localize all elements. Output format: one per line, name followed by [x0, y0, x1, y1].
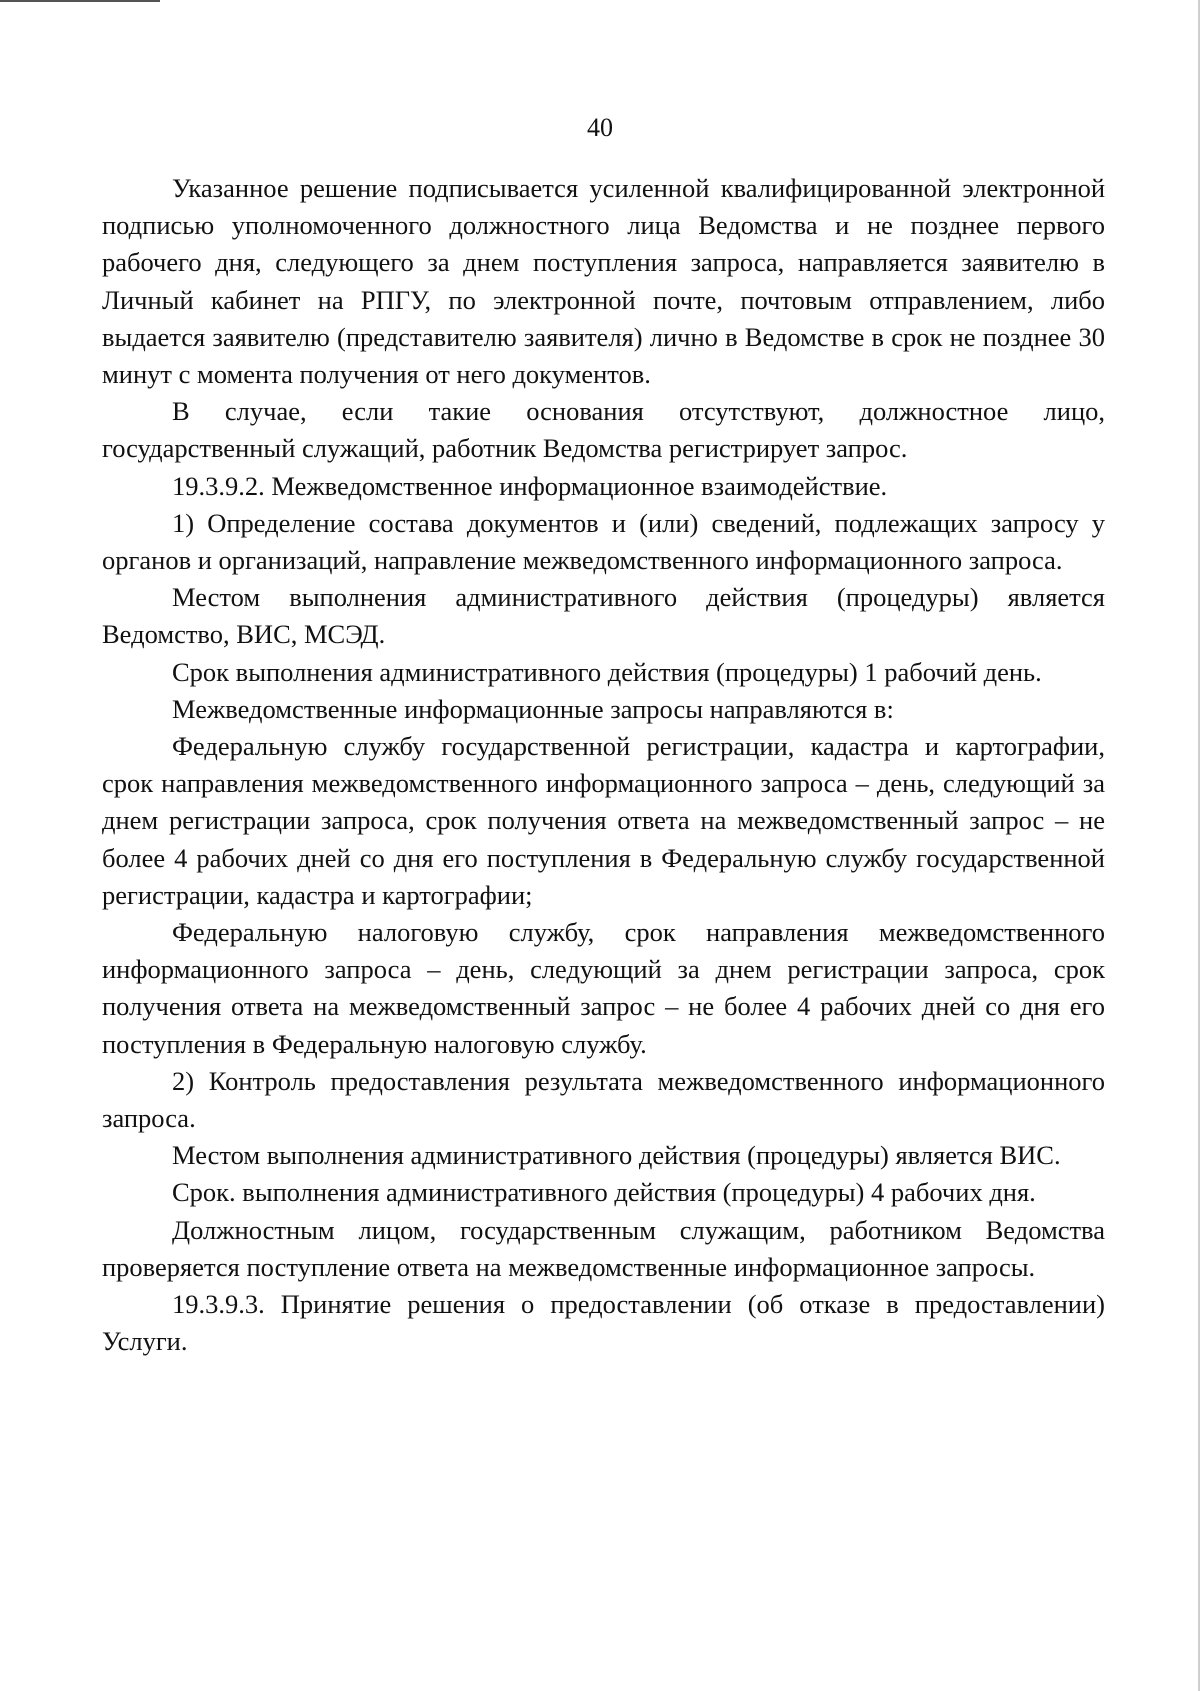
scan-top-rule [0, 0, 160, 2]
paragraph-step-2-control: 2) Контроль предоставления результата межведомственного информационного запроса. [102, 1065, 1105, 1134]
paragraph-rosreestr: Федеральную службу государственной регистрации, кадастра и картографии, срок направления межведомственного информационного запроса – день, следующий за днем регистрации запроса, срок получения ответа на межведомственный запрос – не более 4 рабочих дней со дня его поступления в Федеральную службу государственной регистрации, кадастра и картографии; [102, 731, 1105, 910]
document-body [102, 170, 1105, 1361]
paragraph-tax-service: Федеральную налоговую службу, срок направления межведомственного информационного запроса – день, следующий за днем регистрации запроса, срок получения ответа на межведомственный запрос – не более 4 рабочих дней со дня его поступления в Федеральную налоговую службу. [102, 917, 1105, 1059]
paragraph-step-1-definition: 1) Определение состава документов и (или) сведений, подлежащих запросу у органов и организаций, направление межведомственного информационного запроса. [102, 507, 1105, 576]
paragraph-term-1: Срок выполнения административного действия (процедуры) 1 рабочий день. [172, 656, 1042, 687]
paragraph-official-checks: Должностным лицом, государственным служащим, работником Ведомства проверяется поступление ответа на межведомственные информационное запросы. [102, 1214, 1105, 1282]
paragraph-no-grounds: В случае, если такие основания отсутствуют, должностное лицо, государственный служащий, работник Ведомства регистрирует запрос. [102, 396, 1105, 464]
paragraph-term-2: Срок. выполнения административного действия (процедуры) 4 рабочих дня. [172, 1177, 1036, 1208]
paragraph-place-of-execution-1: Местом выполнения административного действия (процедуры) является Ведомство, ВИС, МСЭД. [102, 582, 1105, 650]
paragraph-decision-signed: Указанное решение подписывается усиленной квалифицированной электронной подписью уполномоченного должностного лица Ведомства и не позднее первого рабочего дня, следующего за днем поступления запроса, направляется заявителю в Личный кабинет на РПГУ, по электронной почте, почтовым отправлением, либо выдается заявителю (представителю заявителя) лично в Ведомстве в срок не позднее 30 минут с момента получения от него документов. [102, 173, 1105, 390]
paragraph-requests-sent-to: Межведомственные информационные запросы направляются в: [172, 693, 894, 724]
page-number: 40 [587, 113, 613, 142]
section-heading-19-3-9-2: 19.3.9.2. Межведомственное информационное взаимодействие. [172, 470, 888, 501]
paragraph-place-of-execution-2: Местом выполнения административного действия (процедуры) является ВИС. [172, 1140, 1061, 1171]
section-heading-19-3-9-3: 19.3.9.3. Принятие решения о предоставлении (об отказе в предоставлении) Услуги. [102, 1289, 1105, 1357]
